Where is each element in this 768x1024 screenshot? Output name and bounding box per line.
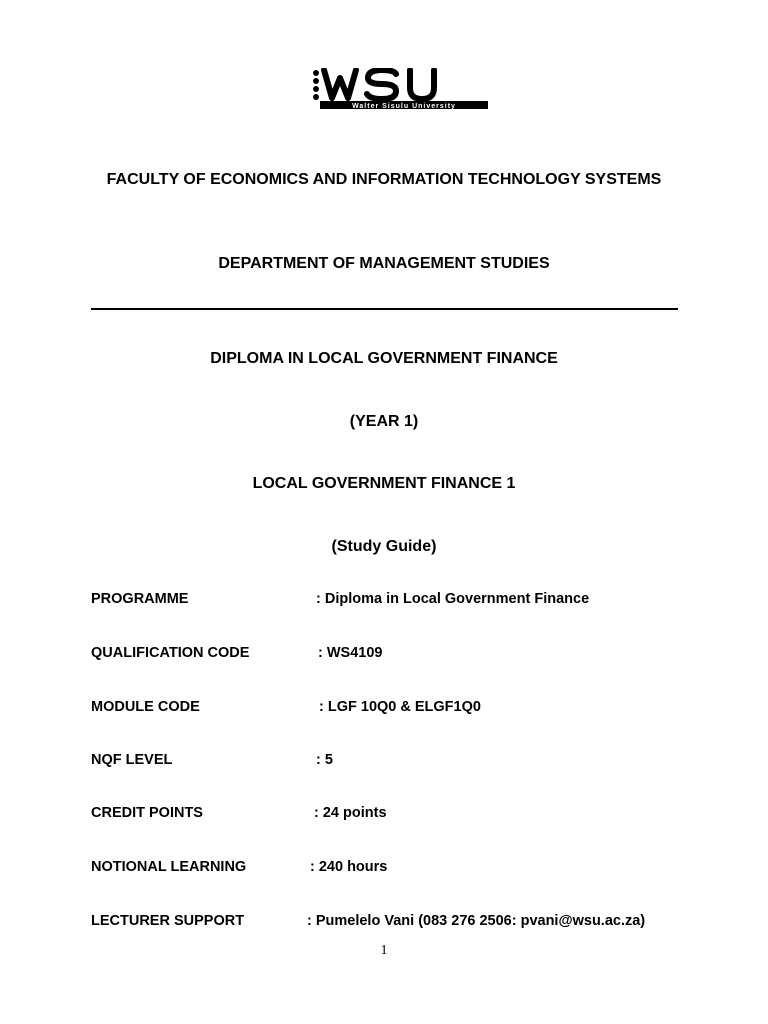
year-label: (YEAR 1): [349, 413, 419, 430]
divider-rule: [91, 308, 678, 310]
credit-points-value: : 24 points: [314, 805, 387, 821]
notional-learning-label: NOTIONAL LEARNING: [91, 859, 247, 875]
wsu-logo: [310, 68, 490, 110]
wsu-logo-graphic: [310, 68, 490, 110]
lecturer-support-value: : Pumelelo Vani (083 276 2506: pvani@wsu.ac.za): [307, 913, 646, 929]
module-code-label: MODULE CODE: [91, 699, 200, 715]
credit-points-label: CREDIT POINTS: [91, 805, 203, 821]
programme-value: : Diploma in Local Government Finance: [316, 591, 590, 607]
study-guide-label: (Study Guide): [331, 538, 437, 555]
logo-subtitle: Walter Sisulu University: [352, 103, 456, 110]
programme-label: PROGRAMME: [91, 591, 189, 607]
lecturer-support-label: LECTURER SUPPORT: [91, 913, 245, 929]
nqf-level-value: : 5: [316, 752, 333, 768]
diploma-title: DIPLOMA IN LOCAL GOVERNMENT FINANCE: [210, 350, 558, 367]
qualification-code-label: QUALIFICATION CODE: [91, 645, 250, 661]
nqf-level-label: NQF LEVEL: [91, 752, 173, 768]
page-number: 1: [380, 943, 388, 958]
module-code-value: : LGF 10Q0 & ELGF1Q0: [319, 699, 481, 715]
notional-learning-value: : 240 hours: [310, 859, 388, 875]
department-heading: DEPARTMENT OF MANAGEMENT STUDIES: [218, 255, 550, 272]
faculty-heading: FACULTY OF ECONOMICS AND INFORMATION TECHNOLOGY SYSTEMS: [106, 171, 662, 188]
module-title: LOCAL GOVERNMENT FINANCE 1: [252, 475, 516, 492]
qualification-code-value: : WS4109: [318, 645, 383, 661]
